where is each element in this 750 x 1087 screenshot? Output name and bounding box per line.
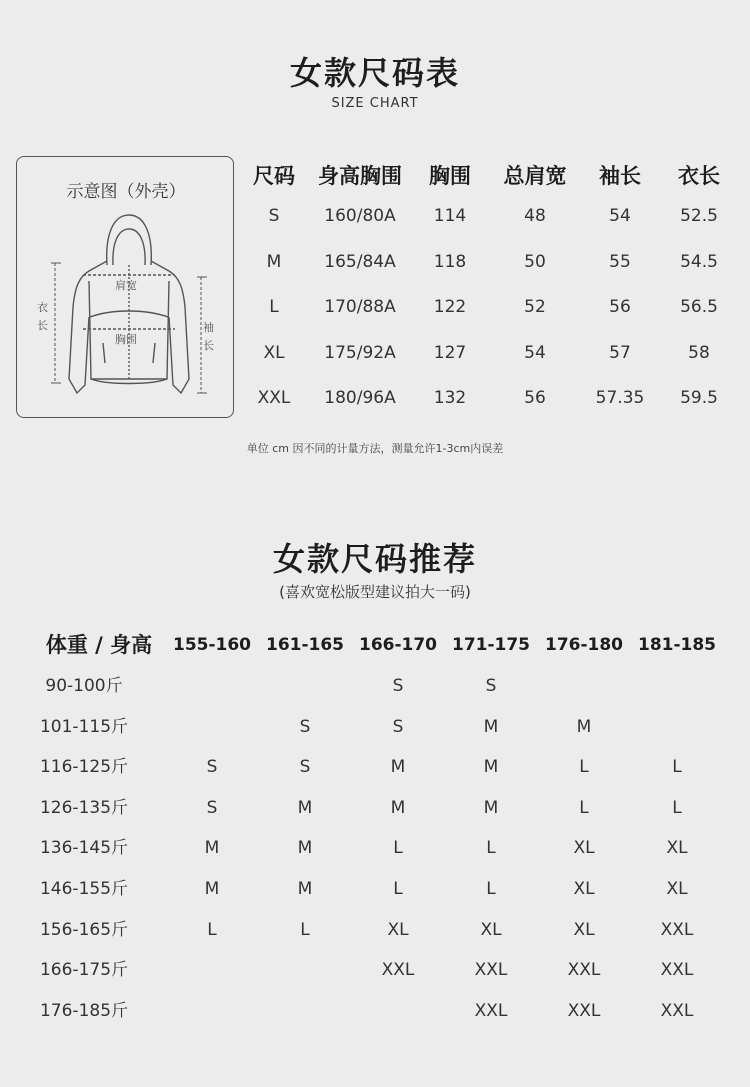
diagram-label-shoulder: 肩宽 — [115, 279, 137, 292]
recommend-size-cell: L — [486, 838, 496, 859]
recommend-size-cell: S — [392, 676, 404, 696]
header-cell: 总肩宽 — [503, 164, 567, 188]
header-cell: 155-160 — [172, 635, 252, 655]
size-table-cell: 114 — [433, 206, 467, 226]
size-table-cell: 54.5 — [680, 251, 718, 272]
recommend-title: 女款尺码推荐 — [272, 540, 477, 578]
size-table-row — [238, 201, 748, 231]
recommend-size-cell: S — [392, 716, 404, 737]
size-table-cell: 54 — [609, 206, 631, 226]
recommend-subtitle: (喜欢宽松版型建议拍大一码) — [279, 583, 471, 601]
size-table-row — [238, 383, 748, 413]
size-table-cell: 48 — [524, 206, 546, 226]
recommend-header — [0, 630, 750, 660]
recommend-size-cell: L — [207, 919, 217, 940]
recommend-size-cell: XL — [666, 879, 688, 899]
size-table-cell: 57 — [609, 342, 631, 363]
weight-range-cell: 156-165斤 — [39, 919, 129, 940]
size-chart-title: 女款尺码表 — [289, 54, 460, 92]
header-cell: 胸围 — [429, 164, 471, 188]
weight-range-cell: 126-135斤 — [39, 797, 129, 818]
size-table-cell: 55 — [609, 251, 631, 272]
recommend-size-cell: L — [579, 757, 589, 778]
recommend-row — [0, 712, 750, 742]
size-table-cell: 54 — [524, 342, 546, 363]
header-cell: 161-165 — [265, 635, 345, 655]
diagram-label-chest: 胸围 — [115, 333, 137, 346]
recommend-size-cell: XXL — [660, 1000, 694, 1021]
header-cell: 181-185 — [637, 635, 717, 655]
recommend-row — [0, 833, 750, 863]
recommend-row — [0, 955, 750, 985]
size-table-cell: S — [268, 206, 280, 226]
recommend-size-cell: L — [579, 797, 589, 818]
weight-range-cell: 136-145斤 — [39, 838, 129, 859]
recommend-size-cell: M — [483, 797, 499, 818]
recommend-size-cell: XL — [666, 838, 688, 859]
recommend-size-cell: S — [299, 757, 311, 778]
header-cell: 身高胸围 — [318, 164, 402, 188]
recommend-size-cell: M — [483, 757, 499, 778]
recommend-size-cell: L — [393, 838, 403, 859]
header-cell: 176-180 — [544, 635, 624, 655]
size-table-cell: 170/88A — [324, 297, 396, 317]
size-table-cell: 52 — [524, 297, 546, 317]
weight-range-cell: 116-125斤 — [39, 757, 129, 778]
header-cell: 衣长 — [678, 164, 720, 188]
recommend-size-cell: S — [206, 757, 218, 778]
recommend-size-cell: L — [486, 879, 496, 899]
size-table-cell: 122 — [433, 297, 467, 317]
size-table-cell: 56 — [609, 297, 631, 317]
recommend-size-cell: XXL — [474, 1000, 508, 1021]
weight-range-cell: 176-185斤 — [39, 1000, 129, 1021]
recommend-size-cell: M — [297, 879, 313, 899]
size-table-cell: 118 — [433, 251, 467, 272]
diagram-title: 示意图（外壳） — [66, 182, 186, 202]
size-table-cell: 59.5 — [680, 388, 718, 408]
diagram-label-sleeve: 袖长 — [203, 321, 214, 352]
recommend-size-cell: XXL — [660, 919, 694, 940]
recommend-size-cell: L — [393, 879, 403, 899]
size-table-cell: 175/92A — [324, 342, 396, 363]
size-table-header — [238, 161, 748, 191]
weight-range-cell: 90-100斤 — [45, 676, 123, 696]
recommend-size-cell: XXL — [474, 960, 508, 981]
recommend-size-cell: L — [672, 757, 682, 778]
recommend-row — [0, 671, 750, 701]
recommend-size-cell: XL — [573, 879, 595, 899]
weight-range-cell: 101-115斤 — [39, 716, 129, 737]
recommend-size-cell: XXL — [567, 960, 601, 981]
recommend-size-cell: S — [206, 797, 218, 818]
size-table-cell: XXL — [257, 388, 291, 408]
size-table-cell: 56 — [524, 388, 546, 408]
recommend-size-cell: XL — [573, 919, 595, 940]
recommend-size-cell: M — [390, 757, 406, 778]
recommend-size-cell: M — [204, 838, 220, 859]
recommend-row — [0, 793, 750, 823]
recommend-row — [0, 996, 750, 1026]
recommend-size-cell: M — [576, 716, 592, 737]
weight-range-cell: 166-175斤 — [39, 960, 129, 981]
size-table-cell: 132 — [433, 388, 467, 408]
recommend-size-cell: M — [297, 838, 313, 859]
size-table-cell: 56.5 — [680, 297, 718, 317]
size-table-cell: M — [266, 251, 282, 272]
size-table-row — [238, 247, 748, 277]
size-table-row — [238, 338, 748, 368]
size-table-cell: 58 — [688, 342, 710, 363]
recommend-row — [0, 752, 750, 782]
weight-range-cell: 146-155斤 — [39, 879, 129, 899]
header-cell: 166-170 — [358, 635, 438, 655]
diagram-label-length: 衣长 — [37, 301, 48, 332]
size-table-cell: XL — [263, 342, 285, 363]
recommend-size-cell: XXL — [567, 1000, 601, 1021]
header-cell: 171-175 — [451, 635, 531, 655]
header-cell: 体重 / 身高 — [45, 633, 153, 657]
recommend-row — [0, 915, 750, 945]
recommend-size-cell: S — [299, 716, 311, 737]
size-table-cell: 52.5 — [680, 206, 718, 226]
header-cell: 尺码 — [253, 164, 295, 188]
recommend-size-cell: L — [672, 797, 682, 818]
size-table-row — [238, 292, 748, 322]
recommend-size-cell: S — [485, 676, 497, 696]
recommend-size-cell: M — [390, 797, 406, 818]
size-table-cell: 50 — [524, 251, 546, 272]
garment-diagram — [16, 156, 234, 418]
size-table-cell: 165/84A — [324, 251, 396, 272]
size-table-cell: 160/80A — [324, 206, 396, 226]
recommend-row — [0, 874, 750, 904]
size-chart-subtitle: SIZE CHART — [331, 96, 419, 111]
recommend-size-cell: M — [204, 879, 220, 899]
recommend-size-cell: XL — [480, 919, 502, 940]
recommend-size-cell: L — [300, 919, 310, 940]
recommend-size-cell: XL — [387, 919, 409, 940]
size-table-cell: L — [269, 297, 279, 317]
size-table-cell: 127 — [433, 342, 467, 363]
recommend-size-cell: M — [483, 716, 499, 737]
recommend-size-cell: M — [297, 797, 313, 818]
size-table-cell: 180/96A — [324, 388, 396, 408]
size-table-cell: 57.35 — [595, 388, 645, 408]
recommend-size-cell: XL — [573, 838, 595, 859]
recommend-size-cell: XXL — [381, 960, 415, 981]
recommend-size-cell: XXL — [660, 960, 694, 981]
header-cell: 袖长 — [599, 164, 641, 188]
measurement-note: 单位 cm 因不同的计量方法，测量允许1-3cm内误差 — [246, 442, 504, 455]
